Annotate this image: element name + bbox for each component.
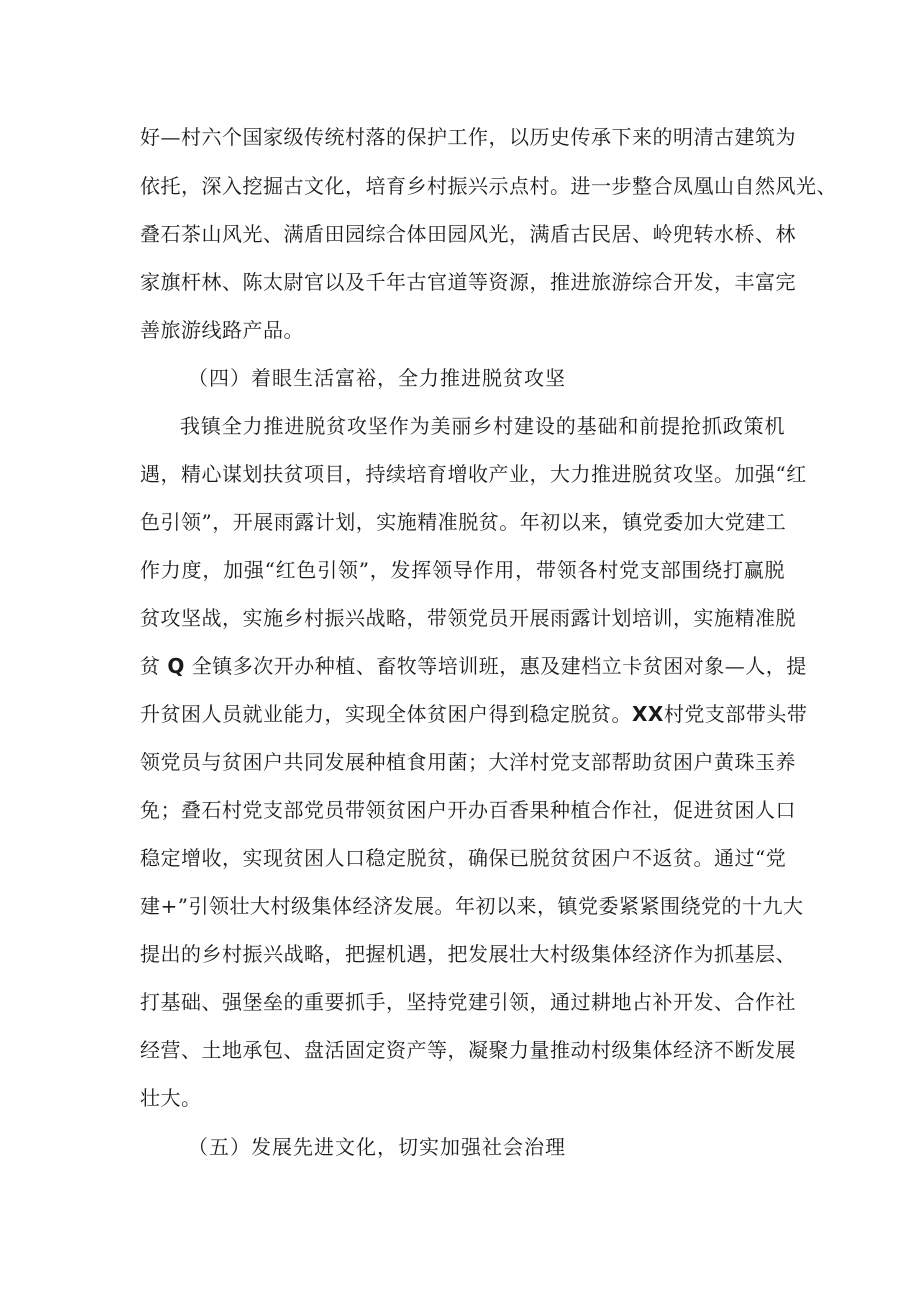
paragraph-1-line-2: 依托，深入挖掘古文化，培育乡村振兴示点村。进一步整合凤凰山自然风光、 [140,174,837,198]
line-7-bold-xx: XX [632,702,664,726]
paragraph-2-line-5: 贫攻坚战，实施乡村振兴战略，带领党员开展雨露计划培训，实施精准脱 [140,606,796,630]
paragraph-2-line-4: 作力度，加强“红色引领”，发挥领导作用，带领各村党支部围绕打赢脱 [140,558,785,582]
paragraph-1-line-5: 善旅游线路产品。 [140,318,304,342]
paragraph-2-line-15: 壮大。 [140,1086,202,1110]
paragraph-2-line-2: 遇，精心谋划扶贫项目，持续培育增收产业，大力推进脱贫攻坚。加强“红 [140,462,807,486]
paragraph-1-line-3: 叠石茶山风光、满盾田园综合体田园风光，满盾古民居、岭兜转水桥、林 [140,222,796,246]
section-heading-5: （五）发展先进文化，切实加强社会治理 [188,1135,566,1159]
paragraph-2-line-8: 领党员与贫困户共同发展种植食用菌；大洋村党支部帮助贫困户黄珠玉养 [140,750,796,774]
paragraph-2-line-9: 免；叠石村党支部党员带领贫困户开办百香果种植合作社，促进贫困人口 [140,798,796,822]
line-7-rest: 村党支部带头带 [663,702,808,726]
line-6-rest: 全镇多次开办种植、畜牧等培训班，惠及建档立卡贫困对象—人，提 [191,654,807,678]
paragraph-2-line-3: 色引领”，开展雨露计划，实施精准脱贫。年初以来，镇党委加大党建工 [140,510,787,534]
paragraph-2-line-12: 提出的乡村振兴战略，把握机遇，把发展壮大村级集体经济作为抓基层、 [140,942,796,966]
paragraph-2-line-10: 稳定增收，实现贫困人口稳定脱贫，确保已脱贫贫困户不返贫。通过“党 [140,846,787,870]
paragraph-1-line-4: 家旗杆林、陈太尉官以及千年古官道等资源，推进旅游综合开发，丰富完 [140,270,796,294]
line-7-start: 升贫困人员就业能力，实现全体贫困户得到稳定脱贫。 [140,702,632,726]
line-6-start: 贫 [140,654,161,678]
paragraph-2-line-1: 我镇全力推进脱贫攻坚作为美丽乡村建设的基础和前提抢抓政策机 [180,414,785,438]
line-6-bold-q: Q [167,654,185,678]
paragraph-2-line-6 [140,652,807,680]
paragraph-2-line-7 [140,700,808,728]
paragraph-1-line-1: 好—村六个国家级传统村落的保护工作，以历史传承下来的明清古建筑为 [140,125,796,149]
paragraph-2-line-14: 经营、土地承包、盘活固定资产等，凝聚力量推动村级集体经济不断发展 [140,1038,796,1062]
paragraph-2-line-11: 建+”引领壮大村级集体经济发展。年初以来，镇党委紧紧围绕党的十九大 [140,894,804,918]
paragraph-2-line-13: 打基础、强堡垒的重要抓手，坚持党建引领，通过耕地占补开发、合作社 [140,990,796,1014]
section-heading-4: （四）着眼生活富裕，全力推进脱贫攻坚 [188,366,566,390]
